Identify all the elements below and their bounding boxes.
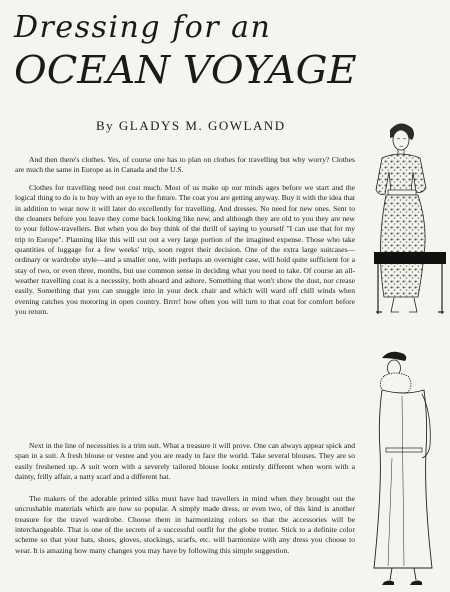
standing-woman-illustration (362, 348, 448, 588)
paragraph-2: Clothes for travelling need not cost much. Most of us make up our minds ages before we start and the logical thing to do is to buy with an eye to the future. The coat you are getting anyway. Buy it with the idea that in addition to wear now it will later do excellently for travelling. And dresses. No need for new ones. Sent to the cleaners before you leave they come back looking like new, and although they are old to you they are new to your fellow-travellers. But when you do buy think of the thrill of saying to yourself "I can use that for my trip to Europe". Planning like this will cut out a very large portion of the imagined expense. Those who take quantities of luggage for a few weeks' trip, soon regret their decision. One of the extra large suitcases—ordinary or wardrobe style—and a smaller one, with perhaps an overnight case, will hold quite sufficient for a stay of two, or even three, months, but use common sense in deciding what you need to take. Of course an all-weather travelling coat is a necessity, both aboard and ashore. Something that won't show the dust, nor crease easily. Something that you can snuggle into in your deck chair and which will ward off chill winds when evening catches you motoring in open country. Brrrr! how often you will turn to that coat for comfort before you return. (15, 183, 355, 317)
title-line-2: OCEAN VOYAGE (14, 48, 357, 92)
seated-woman-illustration (360, 118, 450, 318)
paragraph-1: And then there's clothes. Yes, of course one has to plan on clothes for travelling but why worry? Clothes are much the same in Europe as in Canada and the U.S. (15, 155, 355, 175)
paragraph-4: The makers of the adorable printed silks must have had travellers in mind when they brought out the uncrushable materials which are now so popular. A simply made dress, or even two, of this kind is another treasure for the travel wardrobe. Choose them in harmonizing colors so that the accessories will be interchangeable. That is one of the secrets of a successful outfit for the globe trotter. Stick to a definite color scheme so that your hats, shoes, gloves, stockings, scarfs, etc. will harmonize with any dress you choose to wear. It is amazing how many changes you may have by following this simple suggestion. (15, 494, 355, 555)
paragraph-3: Next in the line of necessities is a trim suit. What a treasure it will prove. One can always appear spick and span in a suit. A fresh blouse or vestee and you are ready to face the world. Take several blouses. They are so easily freshened up. A suit worn with a severely tailored blouse looks entirely different when worn with a dainty, frilly affair, a natty scarf and a different hat. (15, 441, 355, 482)
byline: By GLADYS M. GOWLAND (96, 118, 286, 133)
title-line-1: Dressing for an (14, 10, 272, 45)
